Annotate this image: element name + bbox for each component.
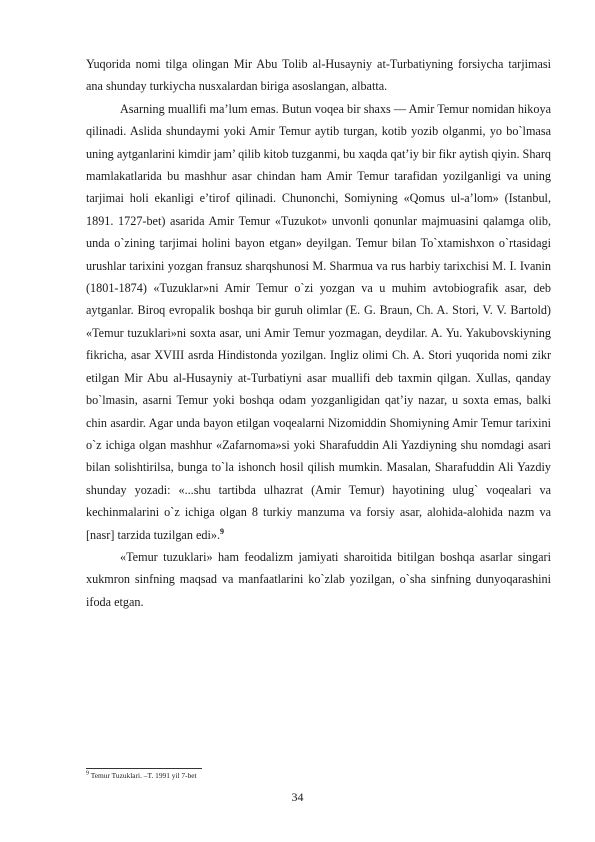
footnote-reference[interactable]: 9 — [220, 526, 225, 536]
footnote — [86, 771, 551, 781]
footnote-number: 9 — [86, 770, 89, 777]
paragraph-2 — [86, 98, 551, 546]
paragraph-2-text: Asarning muallifi ma’lum emas. Butun voqea bir shaxs — Amir Temur nomidan hikoya qilinadi. Aslida shundaymi yoki Amir Temur aytib turgan, kotib yozib olganmi, yo bo`lmasa uning aytganlarini kimdir jam’ qilib kitob tuzganmi, bu xaqda qat’iy bir fikr aytish qiyin. Sharq mamlakatlarida bu mashhur asar chindan ham Amir Temur tarafidan yozilganligi va uning tarjimai holi ekanligi e’tirof qilinadi. Chunonchi, Somiyning «Qomus ul-a’lom» (Istanbul, 1891. 1727-bet) asarida Amir Temur «Tuzukot» unvonli qonunlar majmuasini qalamga olib, unda o`zining tarjimai holini bayon etgan» deyilgan. Temur bilan To`xtamishxon o`rtasidagi urushlar tarixini yozgan fransuz sharqshunosi M. Sharmua va rus harbiy tarixchisi M. I. Ivanin (1801-1874) «Tuzuklar»ni Amir Temur o`zi yozgan va u muhim avtobiografik asar, deb aytganlar. Biroq evropalik boshqa bir guruh olimlar (E. G. Braun, Ch. A. Stori, V. V. Bartold) «Temur tuzuklari»ni soxta asar, uni Amir Temur yozmagan, deydilar. A. Yu. Yakubovskiyning fikricha, asar XVIII asrda Hindistonda yozilgan. Ingliz olimi Ch. A. Stori yuqorida nomi zikr etilgan Mir Abu al-Husayniy at-Turbatiyni asar muallifi deb taxmin qilgan. Xullas, qanday bo`lmasin, asarni Temur yoki boshqa odam yozganligidan qat’iy nazar, u soxta emas, balki chin asardir. Agar unda bayon etilgan voqealarni Nizomiddin Shomiyning Amir Temur tarixini o`z ichiga olgan mashhur «Zafarnoma»si yoki Sharafuddin Ali Yazdiyning shu nomdagi asari bilan solishtirilsa, bunga to`la ishonch hosil qilish mumkin. Masalan, Sharafuddin Ali Yazdiy shunday yozadi: «...shu tartibda ulhazrat (Amir Temur) hayotining ulug` voqealari va kechinmalarini o`z ichiga olgan 8 turkiy manzuma va forsiy asar, alohida-alohida nazm va [nasr] tarzida tuzilgan edi». — [86, 101, 551, 542]
paragraph-3: «Temur tuzuklari» ham feodalizm jamiyati sharoitida bitilgan boshqa asarlar singari xukmron sinfning maqsad va manfaatlarini ko`zlab yozilgan, o`sha sinfning dunyoqarashini ifoda etgan. — [86, 549, 551, 609]
footnote-text: Temur Tuzuklari. –T. 1991 yil 7-bet — [90, 771, 197, 780]
body-text — [86, 53, 551, 613]
page-number: 34 — [291, 790, 304, 804]
footnote-divider — [86, 768, 202, 769]
paragraph-1: Yuqorida nomi tilga olingan Mir Abu Tolib al-Husayniy at-Turbatiyning forsiycha tarjimasi ana shunday turkiycha nusxalardan biriga asoslangan, albatta. — [86, 57, 551, 94]
